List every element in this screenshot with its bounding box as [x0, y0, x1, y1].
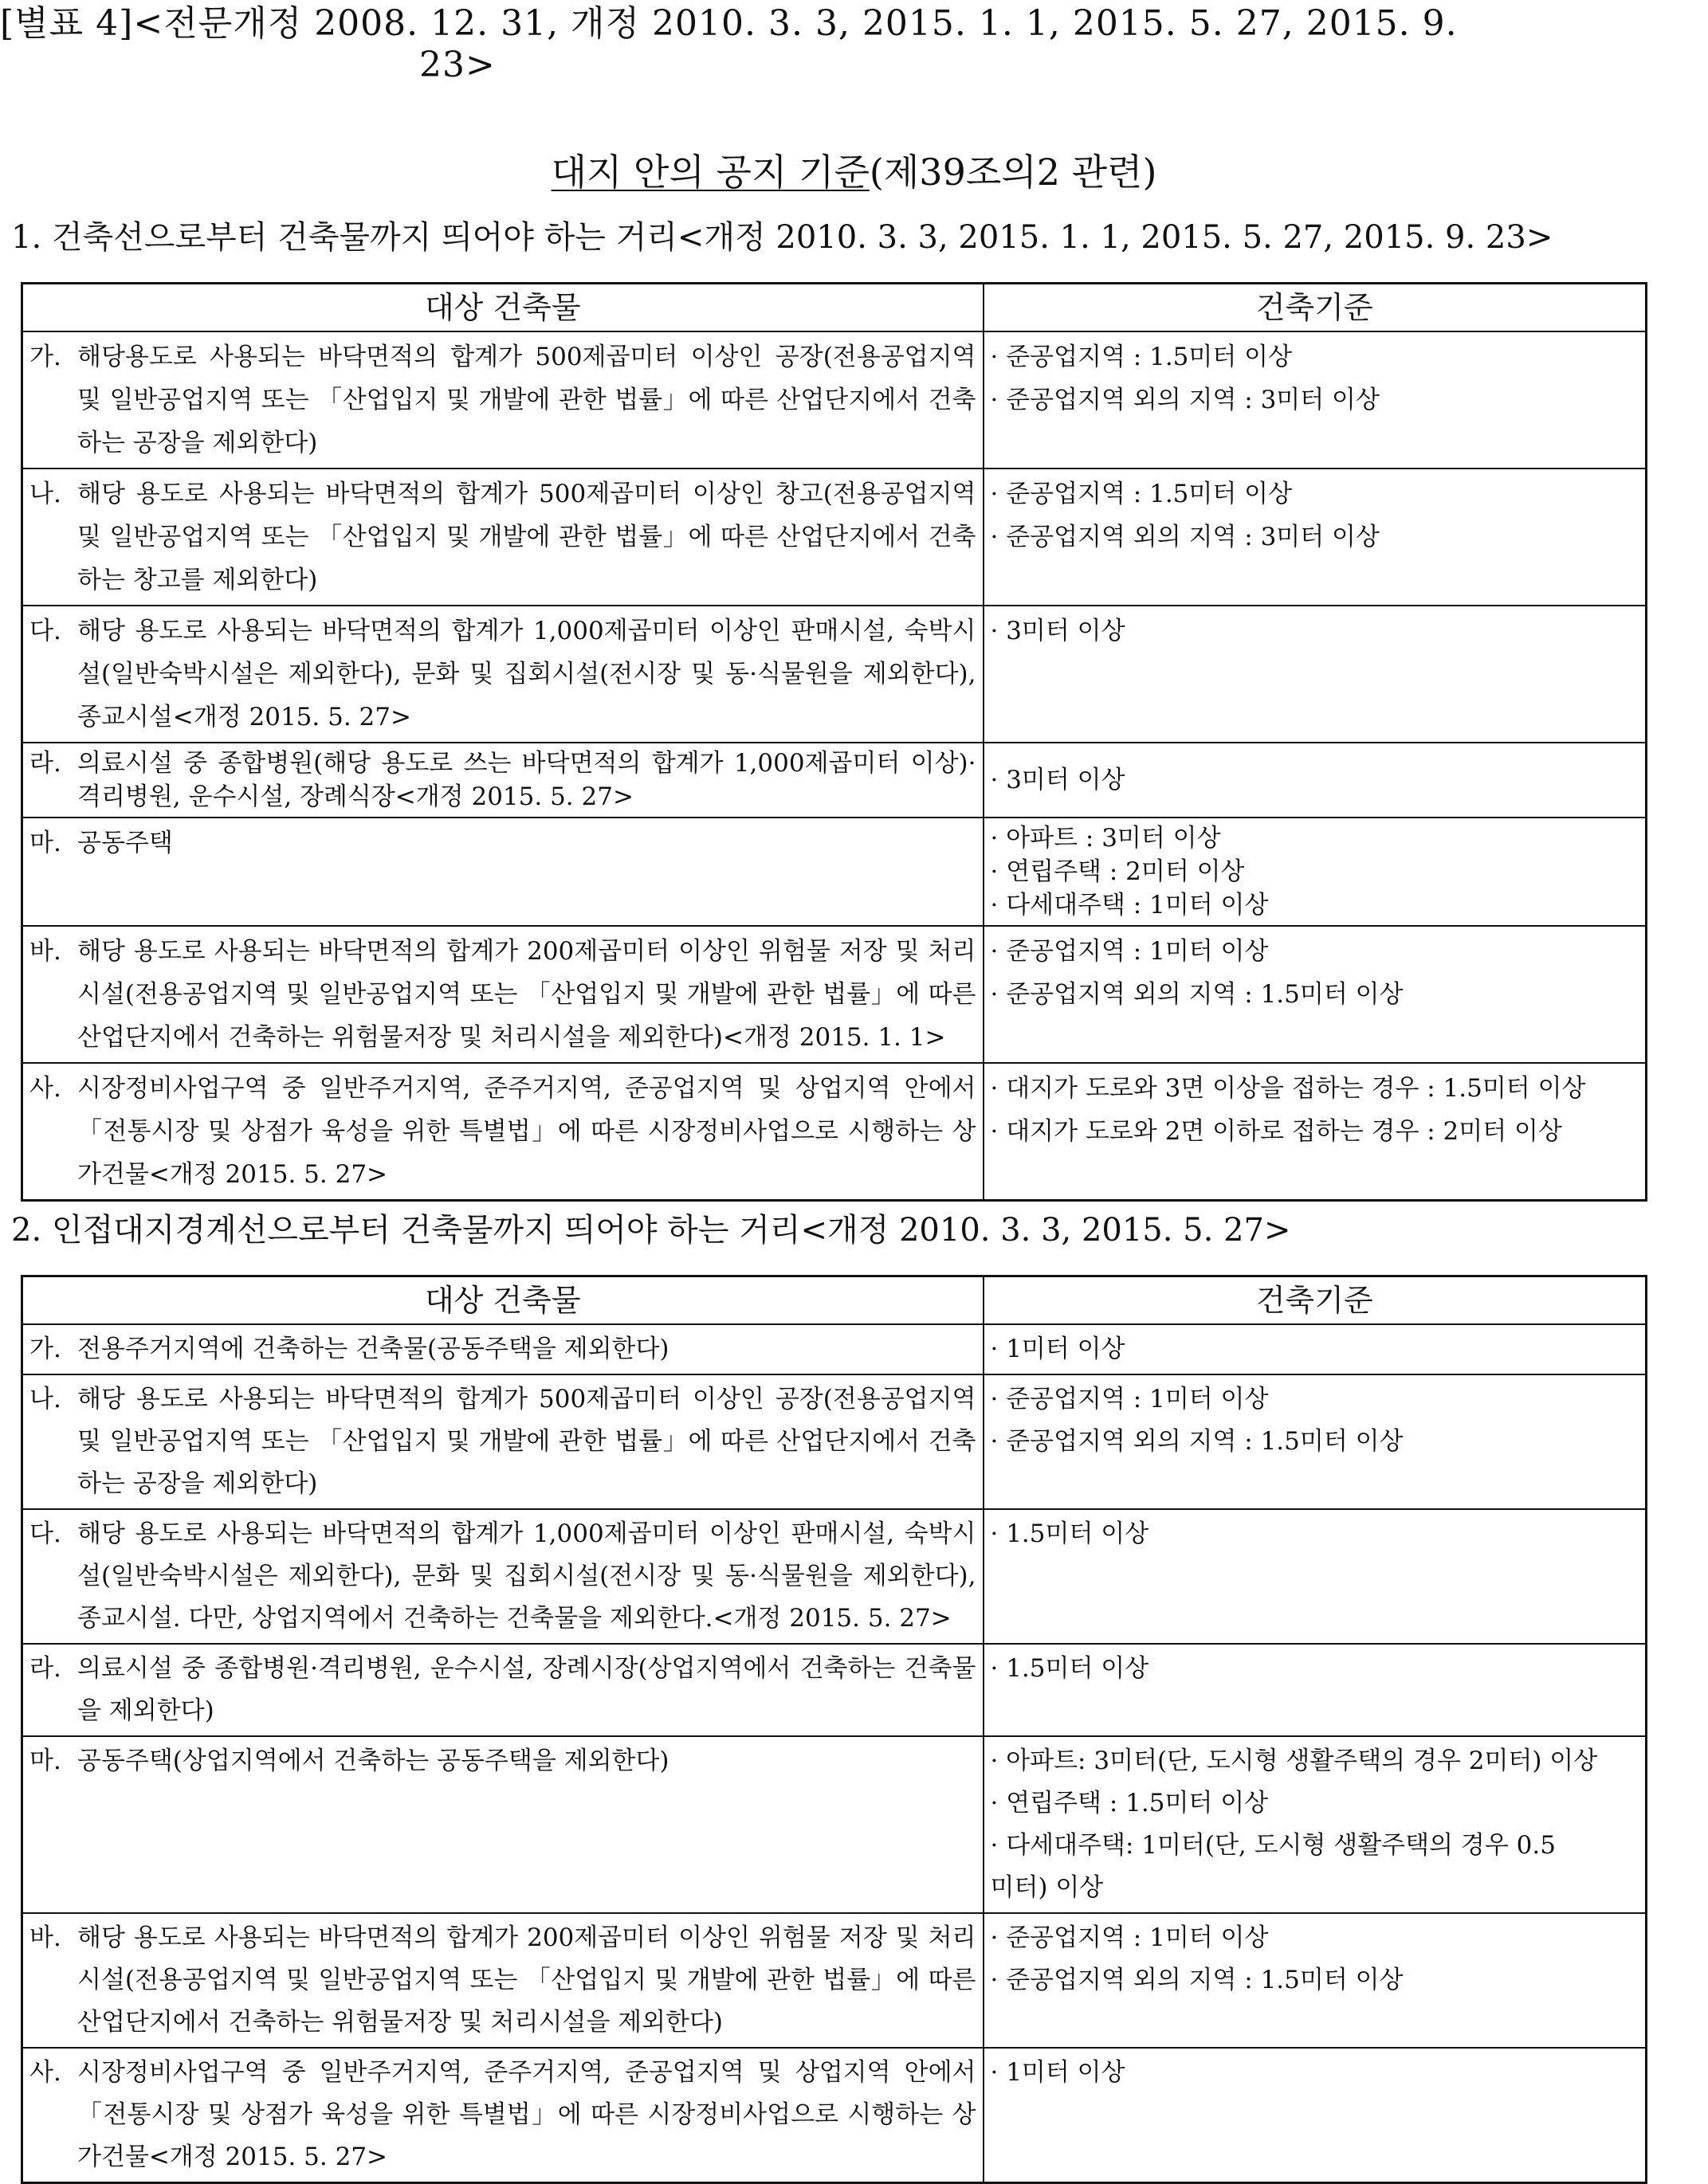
- table-row: [22, 606, 1647, 743]
- col-header-target: 대상 건축물: [22, 284, 984, 332]
- standard-cell: [984, 818, 1647, 926]
- standard-cell: [984, 469, 1647, 606]
- standard-list: [991, 610, 1639, 653]
- item-text: 시장정비사업구역 중 일반주거지역, 준주거지역, 준공업지역 및 상업지역 안에서 「전통시장 및 상점가 육성을 위한 특별법」에 따른 시장정비사업으로 시행하는 상가건물<개정 2015. 5. 27>: [77, 1074, 976, 1189]
- target-item: [29, 747, 976, 814]
- target-cell: [22, 606, 984, 743]
- item-marker: 가.: [29, 1335, 61, 1363]
- item-text: 의료시설 중 종합병원·격리병원, 운수시설, 장례시장(상업지역에서 건축하는 건축물을 제외한다): [77, 1654, 976, 1725]
- table-row: [22, 818, 1647, 926]
- table-row: [22, 1374, 1647, 1509]
- standard-cell: [984, 606, 1647, 743]
- target-cell: [22, 2048, 984, 2183]
- item-marker: 사.: [29, 2058, 61, 2087]
- standard-list: [991, 930, 1639, 1016]
- item-marker: 사.: [29, 1074, 61, 1103]
- standard-list: [991, 1328, 1639, 1370]
- table-row: [22, 1063, 1647, 1201]
- standard-list: [991, 1917, 1639, 2002]
- standard-line: · 1.5미터 이상: [990, 1519, 1149, 1548]
- item-marker: 나.: [29, 480, 61, 508]
- item-marker: 라.: [29, 749, 61, 778]
- annex-header-line2: 23>: [419, 45, 496, 85]
- section1-table: [21, 282, 1647, 1202]
- table-row: [22, 743, 1647, 818]
- standard-list: [991, 1378, 1639, 1463]
- target-item: [29, 1513, 976, 1640]
- table-row: [22, 1644, 1647, 1736]
- standard-cell: [984, 1736, 1647, 1913]
- standard-cell: [984, 2048, 1647, 2183]
- item-marker: 가.: [29, 343, 61, 371]
- standard-cell: [984, 1324, 1647, 1374]
- standard-line: · 준공업지역 : 1.5미터 이상: [990, 480, 1293, 508]
- annex-header: [0, 3, 1708, 86]
- target-item: [29, 821, 976, 865]
- target-cell: [22, 1509, 984, 1644]
- standard-line: · 준공업지역 외의 지역 : 3미터 이상: [990, 386, 1380, 414]
- standard-list: [991, 1740, 1639, 1909]
- standard-list: [991, 1648, 1639, 1690]
- standard-line: · 3미터 이상: [990, 617, 1125, 645]
- item-text: 해당 용도로 사용되는 바닥면적의 합계가 1,000제곱미터 이상인 판매시설, 숙박시설(일반숙박시설은 제외한다), 문화 및 집회시설(전시장 및 동·식물원을 제외한다), 종교시설. 다만, 상업지역에서 건축하는 건축물을 제외한다.<개정 2015. 5. 27>: [77, 1519, 976, 1633]
- item-text: 공동주택: [77, 829, 173, 857]
- standard-list: [991, 1067, 1639, 1153]
- target-item: [29, 1378, 976, 1505]
- standard-line: · 준공업지역 외의 지역 : 1.5미터 이상: [990, 980, 1404, 1009]
- standard-list: [991, 1513, 1639, 1555]
- standard-line: · 준공업지역 : 1미터 이상: [990, 1923, 1269, 1952]
- target-item: [29, 2052, 976, 2178]
- target-cell: [22, 331, 984, 469]
- standard-line: · 연립주택 : 2미터 이상: [990, 857, 1245, 886]
- title-sub: (제39조의2 관련): [869, 151, 1157, 194]
- table-row: [22, 469, 1647, 606]
- item-text: 해당 용도로 사용되는 바닥면적의 합계가 200제곱미터 이상인 위험물 저장 및 처리시설(전용공업지역 및 일반공업지역 또는 「산업입지 및 개발에 관한 법률」에 따른 산업단지에서 건축하는 위험물저장 및 처리시설을 제외한다): [77, 1923, 976, 2037]
- standard-cell: [984, 331, 1647, 469]
- col-header-target: 대상 건축물: [22, 1276, 984, 1325]
- item-text: 시장정비사업구역 중 일반주거지역, 준주거지역, 준공업지역 및 상업지역 안에서 「전통시장 및 상점가 육성을 위한 특별법」에 따른 시장정비사업으로 시행하는 상가건물<개정 2015. 5. 27>: [77, 2058, 976, 2171]
- target-item: [29, 472, 976, 602]
- target-cell: [22, 1374, 984, 1509]
- standard-cell: [984, 1913, 1647, 2048]
- standard-cell: [984, 1644, 1647, 1736]
- standard-line: · 3미터 이상: [990, 766, 1125, 794]
- table-row: [22, 926, 1647, 1063]
- target-cell: [22, 1644, 984, 1736]
- item-text: 전용주거지역에 건축하는 건축물(공동주택을 제외한다): [77, 1335, 669, 1363]
- table-row: [22, 331, 1647, 469]
- standard-line: · 준공업지역 외의 지역 : 1.5미터 이상: [990, 1427, 1404, 1456]
- standard-list: [991, 821, 1639, 922]
- item-text: 해당 용도로 사용되는 바닥면적의 합계가 500제곱미터 이상인 창고(전용공업지역 및 일반공업지역 또는 「산업입지 및 개발에 관한 법률」에 따른 산업단지에서 건축하는 창고를 제외한다): [77, 480, 976, 594]
- section1-heading: 1. 건축선으로부터 건축물까지 띄어야 하는 거리<개정 2010. 3. 3, 2015. 1. 1, 2015. 5. 27, 2015. 9. 23>: [11, 219, 1553, 256]
- target-cell: [22, 1913, 984, 2048]
- standard-line: · 다세대주택: 1미터(단, 도시형 생활주택의 경우 0.5: [990, 1831, 1556, 1860]
- target-item: [29, 1917, 976, 2044]
- table-row: [22, 1736, 1647, 1913]
- standard-line: · 아파트: 3미터(단, 도시형 생활주택의 경우 2미터) 이상: [990, 1747, 1598, 1775]
- item-marker: 다.: [29, 617, 61, 645]
- standard-line: 미터) 이상: [990, 1873, 1104, 1902]
- item-marker: 나.: [29, 1385, 61, 1414]
- item-marker: 다.: [29, 1519, 61, 1548]
- target-cell: [22, 743, 984, 818]
- section2-table: [21, 1275, 1647, 2184]
- standard-line: · 대지가 도로와 3면 이상을 접하는 경우 : 1.5미터 이상: [990, 1074, 1586, 1103]
- standard-cell: [984, 743, 1647, 818]
- standard-line: · 1미터 이상: [990, 1335, 1125, 1363]
- standard-line: · 준공업지역 외의 지역 : 1.5미터 이상: [990, 1966, 1404, 1994]
- table-row: [22, 1324, 1647, 1374]
- table-row: [22, 1509, 1647, 1644]
- table-row: [22, 2048, 1647, 2183]
- standard-line: · 다세대주택 : 1미터 이상: [990, 891, 1269, 919]
- col-header-standard: 건축기준: [984, 1276, 1647, 1325]
- item-text: 의료시설 중 종합병원(해당 용도로 쓰는 바닥면적의 합계가 1,000제곱미터 이상)·격리병원, 운수시설, 장례식장<개정 2015. 5. 27>: [77, 749, 976, 811]
- target-item: [29, 1740, 976, 1782]
- target-item: [29, 1648, 976, 1732]
- standard-cell: [984, 1374, 1647, 1509]
- title-main: 대지 안의 공지 기준: [551, 151, 870, 194]
- item-text: 해당 용도로 사용되는 바닥면적의 합계가 200제곱미터 이상인 위험물 저장 및 처리시설(전용공업지역 및 일반공업지역 또는 「산업입지 및 개발에 관한 법률」에 따른 산업단지에서 건축하는 위험물저장 및 처리시설을 제외한다)<개정 2015. 1. 1>: [77, 937, 976, 1052]
- item-marker: 마.: [29, 1747, 61, 1775]
- standard-list: [991, 759, 1639, 802]
- annex-header-line1: [별표 4]<전문개정 2008. 12. 31, 개정 2010. 3. 3, 2015. 1. 1, 2015. 5. 27, 2015. 9.: [0, 3, 1458, 44]
- target-cell: [22, 1324, 984, 1374]
- item-text: 해당용도로 사용되는 바닥면적의 합계가 500제곱미터 이상인 공장(전용공업지역 및 일반공업지역 또는 「산업입지 및 개발에 관한 법률」에 따른 산업단지에서 건축하는 공장을 제외한다): [77, 343, 976, 457]
- standard-list: [991, 2052, 1639, 2094]
- target-cell: [22, 926, 984, 1063]
- standard-line: · 1미터 이상: [990, 2058, 1125, 2087]
- item-marker: 바.: [29, 1923, 61, 1952]
- table-row: [22, 1913, 1647, 2048]
- standard-line: · 1.5미터 이상: [990, 1654, 1149, 1683]
- item-marker: 라.: [29, 1654, 61, 1683]
- standard-cell: [984, 1509, 1647, 1644]
- target-item: [29, 1067, 976, 1196]
- item-text: 공동주택(상업지역에서 건축하는 공동주택을 제외한다): [77, 1747, 669, 1775]
- target-cell: [22, 818, 984, 926]
- standard-line: · 준공업지역 : 1미터 이상: [990, 1385, 1269, 1414]
- table-header-row: [22, 284, 1647, 332]
- item-marker: 바.: [29, 937, 61, 966]
- item-text: 해당 용도로 사용되는 바닥면적의 합계가 1,000제곱미터 이상인 판매시설, 숙박시설(일반숙박시설은 제외한다), 문화 및 집회시설(전시장 및 동·식물원을 제외한다), 종교시설<개정 2015. 5. 27>: [77, 617, 976, 731]
- item-marker: 마.: [29, 829, 61, 857]
- col-header-standard: 건축기준: [984, 284, 1647, 332]
- document-title: [0, 148, 1708, 196]
- target-item: [29, 610, 976, 739]
- item-text: 해당 용도로 사용되는 바닥면적의 합계가 500제곱미터 이상인 공장(전용공업지역 및 일반공업지역 또는 「산업입지 및 개발에 관한 법률」에 따른 산업단지에서 건축하는 공장을 제외한다): [77, 1385, 976, 1498]
- standard-cell: [984, 926, 1647, 1063]
- section2-heading: 2. 인접대지경계선으로부터 건축물까지 띄어야 하는 거리<개정 2010. 3. 3, 2015. 5. 27>: [11, 1212, 1291, 1249]
- standard-line: · 아파트 : 3미터 이상: [990, 824, 1221, 853]
- standard-list: [991, 472, 1639, 559]
- standard-line: · 준공업지역 : 1미터 이상: [990, 937, 1269, 966]
- target-cell: [22, 1063, 984, 1201]
- target-item: [29, 335, 976, 465]
- standard-cell: [984, 1063, 1647, 1201]
- standard-line: · 연립주택 : 1.5미터 이상: [990, 1789, 1269, 1817]
- standard-line: · 대지가 도로와 2면 이하로 접하는 경우 : 2미터 이상: [990, 1117, 1562, 1146]
- target-cell: [22, 469, 984, 606]
- standard-list: [991, 335, 1639, 422]
- target-item: [29, 1328, 976, 1370]
- target-cell: [22, 1736, 984, 1913]
- table-header-row: [22, 1276, 1647, 1325]
- standard-line: · 준공업지역 외의 지역 : 3미터 이상: [990, 523, 1380, 551]
- target-item: [29, 930, 976, 1059]
- standard-line: · 준공업지역 : 1.5미터 이상: [990, 343, 1293, 371]
